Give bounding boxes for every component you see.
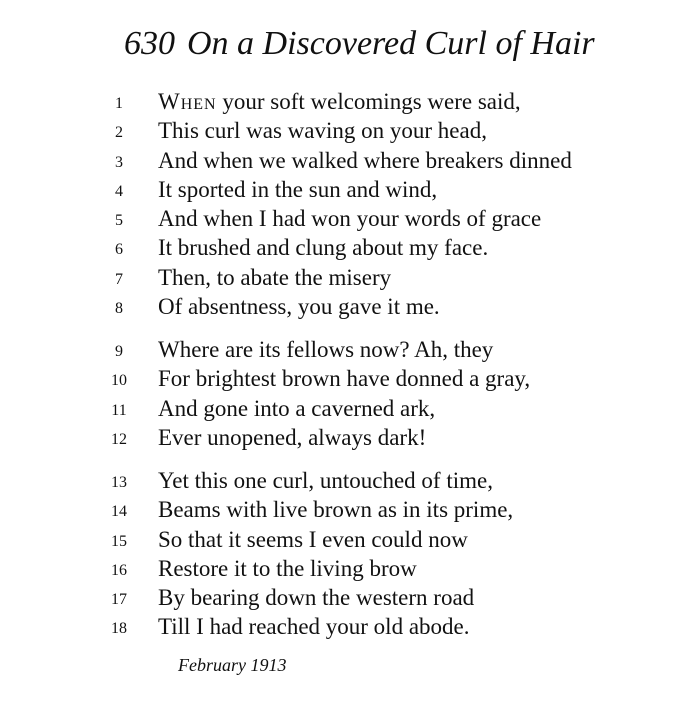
line-text: And gone into a caverned ark, [158,395,436,421]
line-number: 14 [111,503,127,521]
first-word-small-caps: When [158,89,217,114]
poem-line [0,614,687,643]
poem-line [0,89,687,118]
line-text: It brushed and clung about my face. [158,235,489,261]
line-number: 3 [115,153,123,171]
poem-heading [124,22,595,66]
poem-line [0,118,687,147]
line-text-rest: your soft welcomings were said, [216,89,521,114]
poem-line [0,206,687,235]
line-text: Then, to abate the misery [158,264,392,290]
stanza-2 [0,337,687,454]
line-text: It sported in the sun and wind, [158,176,438,202]
line-text: And when I had won your words of grace [158,206,542,232]
line-text: Where are its fellows now? Ah, they [158,337,494,362]
line-text: Of absentness, you gave it me. [158,294,440,320]
poem-line [0,177,687,206]
line-number: 17 [111,591,127,609]
stanza-3 [0,468,687,644]
line-text: Yet this one curl, untouched of time, [158,468,493,493]
poem-line [0,425,687,454]
line-number: 7 [115,270,123,288]
poem-line [0,235,687,264]
line-number: 16 [111,561,127,579]
line-number: 8 [115,300,123,318]
line-text: And when we walked where breakers dinned [158,147,572,173]
poem-line [0,468,687,497]
line-text: Ever unopened, always dark! [158,424,427,450]
line-text [158,89,521,115]
poem-line [0,585,687,614]
line-text: By bearing down the western road [158,585,475,611]
line-text: Till I had reached your old abode. [158,614,470,640]
poem-number: 630 [124,25,175,62]
poem-date: February 1913 [178,655,287,675]
poem-line [0,396,687,425]
line-number: 10 [111,372,127,390]
line-text: For brightest brown have donned a gray, [158,366,531,392]
line-text: So that it seems I even could now [158,526,468,552]
line-number: 12 [111,430,127,448]
poem-line [0,366,687,395]
line-number: 2 [115,124,123,142]
line-number: 15 [111,532,127,550]
poem-line [0,527,687,556]
poem-line [0,497,687,526]
line-number: 4 [115,182,123,200]
poem-line [0,148,687,177]
line-number: 9 [115,343,123,360]
poem-title: On a Discovered Curl of Hair [187,25,595,62]
line-number: 11 [111,401,127,419]
line-text: Restore it to the living brow [158,555,417,581]
line-text: This curl was waving on your head, [158,118,487,144]
stanza-1 [0,89,687,323]
poem-line [0,294,687,323]
line-number: 1 [115,95,123,112]
line-text: Beams with live brown as in its prime, [158,497,514,523]
line-number: 6 [115,241,123,259]
line-number: 5 [115,212,123,230]
poem-line [0,556,687,585]
poem-line [0,337,687,366]
poem-line [0,265,687,294]
line-number: 13 [111,474,127,491]
line-number: 18 [111,620,127,638]
